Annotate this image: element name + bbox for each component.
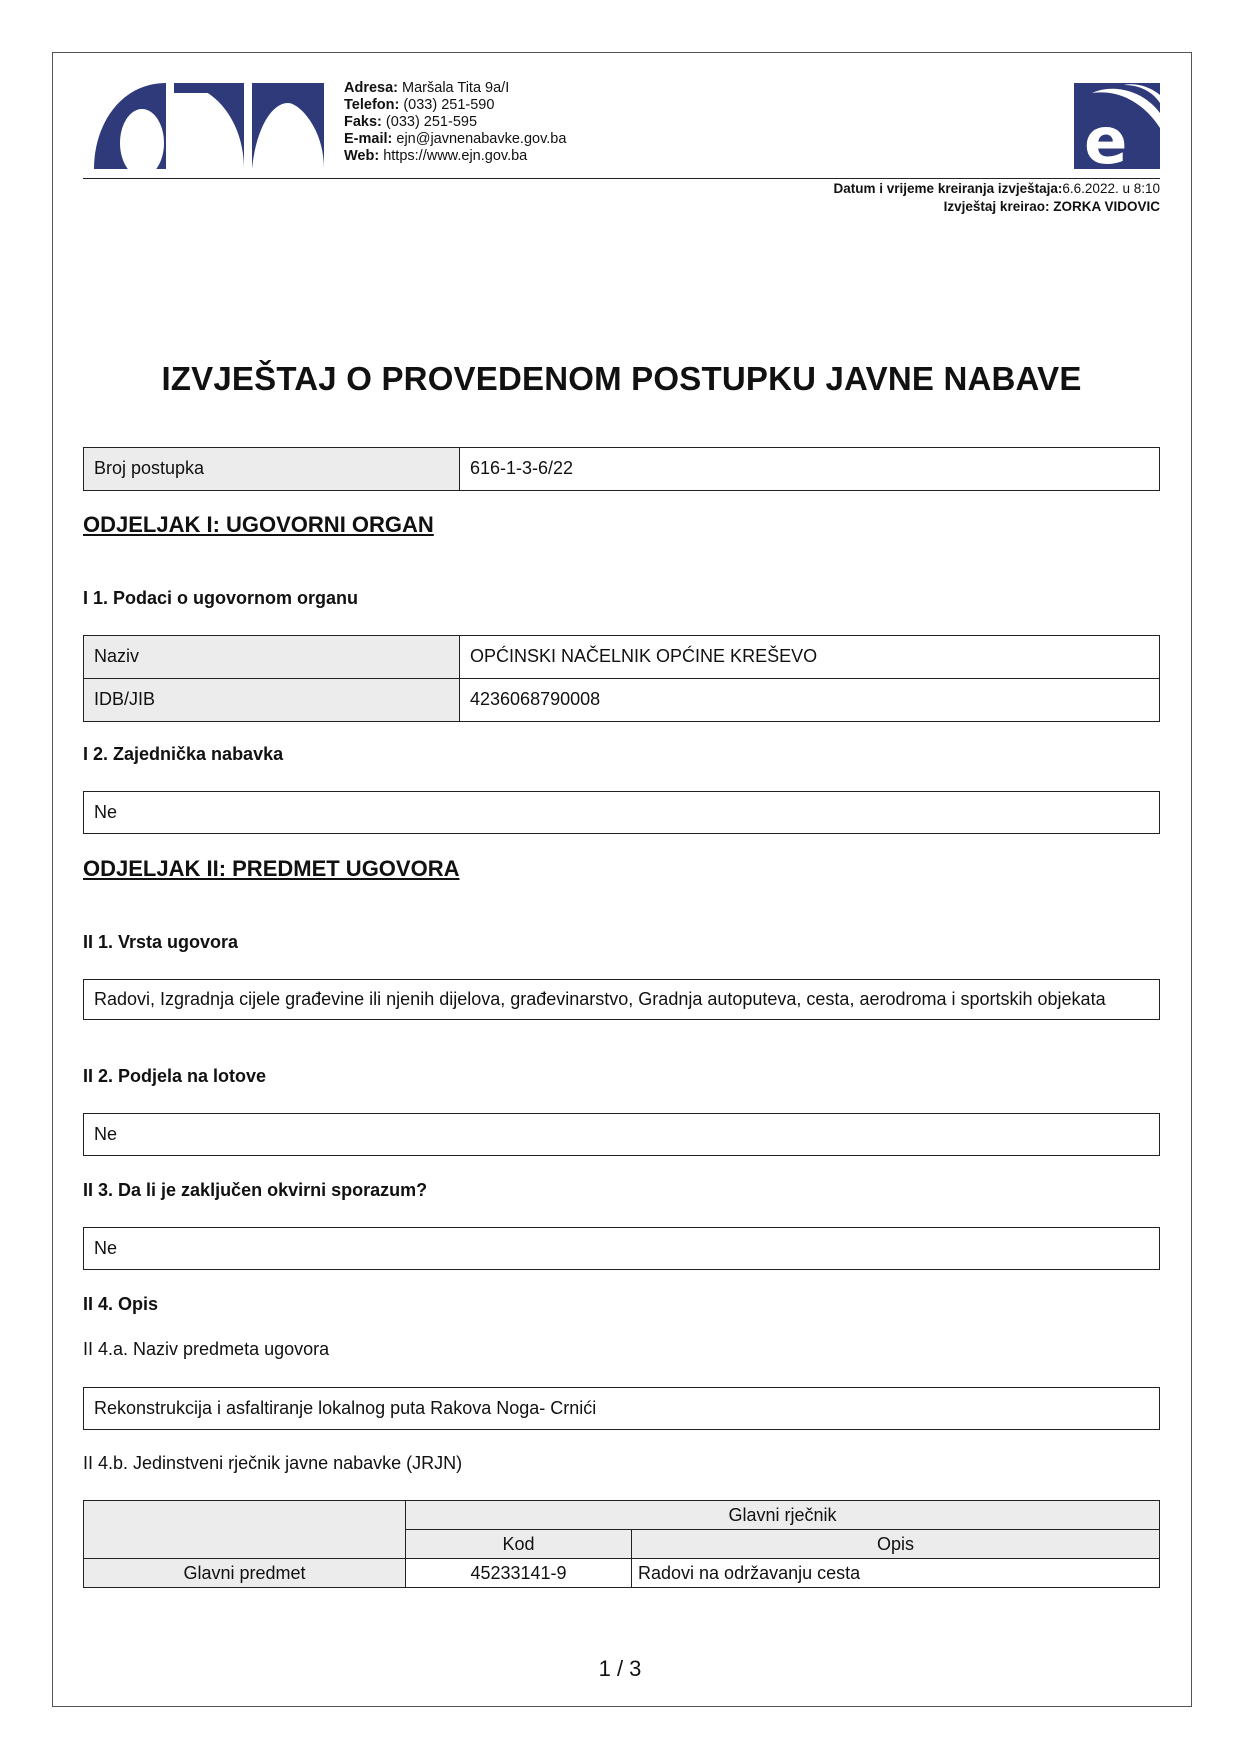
jrjn-empty-header	[84, 1501, 406, 1559]
jrjn-group-header: Glavni rječnik	[406, 1501, 1160, 1530]
ii1-heading: II 1. Vrsta ugovora	[83, 932, 239, 952]
created-by: Izvještaj kreirao: ZORKA VIDOVIC	[943, 199, 1160, 214]
report-title: IZVJEŠTAJ O PROVEDENOM POSTUPKU JAVNE NABAVE	[161, 360, 1082, 397]
framework-agreement-box	[83, 1227, 1160, 1270]
header-divider	[83, 178, 1160, 179]
section-1-heading: ODJELJAK I: UGOVORNI ORGAN	[83, 512, 434, 537]
authority-id-value: 4236068790008	[470, 689, 601, 709]
authority-id-label: IDB/JIB	[84, 679, 460, 721]
framework-agreement-value: Ne	[94, 1238, 118, 1258]
contracting-authority-table	[83, 635, 1160, 722]
created-datetime: Datum i vrijeme kreiranja izvještaja:6.6.2022. u 8:10	[833, 181, 1160, 196]
ii4-heading: II 4. Opis	[83, 1294, 159, 1314]
ejn-logo	[94, 83, 324, 169]
lots-box	[83, 1113, 1160, 1156]
contact-block	[344, 80, 566, 165]
ii3-heading: II 3. Da li je zaključen okvirni sporazum?	[83, 1180, 428, 1200]
authority-name-value: OPĆINSKI NAČELNIK OPĆINE KREŠEVO	[470, 646, 818, 666]
jrjn-row-code: 45233141-9	[406, 1559, 632, 1588]
table-row	[84, 678, 1159, 721]
ii2-heading: II 2. Podjela na lotove	[83, 1066, 267, 1086]
contract-subject-box	[83, 1387, 1160, 1430]
jrjn-row-desc: Radovi na održavanju cesta	[632, 1559, 1160, 1588]
svg-text:e: e	[1084, 105, 1128, 169]
joint-procurement-box	[83, 791, 1160, 834]
i2-heading: I 2. Zajednička nabavka	[83, 744, 284, 764]
section-2-heading: ODJELJAK II: PREDMET UGOVORA	[83, 856, 460, 881]
table-row	[84, 1559, 1160, 1588]
contact-web: Web: https://www.ejn.gov.ba	[344, 148, 528, 164]
procedure-number-label: Broj postupka	[84, 448, 460, 490]
ii4a-label: II 4.a. Naziv predmeta ugovora	[83, 1339, 330, 1359]
i1-heading: I 1. Podaci o ugovornom organu	[83, 588, 359, 608]
ii4b-label: II 4.b. Jedinstveni rječnik javne nabavke (JRJN)	[83, 1453, 463, 1473]
page-number: 1 / 3	[598, 1656, 642, 1681]
e-procurement-logo	[1074, 83, 1160, 169]
jrjn-code-header: Kod	[406, 1530, 632, 1559]
table-row	[84, 1501, 1160, 1530]
contact-address: Adresa: Maršala Tita 9a/I	[344, 80, 510, 96]
jrjn-row-label: Glavni predmet	[84, 1559, 406, 1588]
contract-type-box	[83, 979, 1160, 1020]
jrjn-desc-header: Opis	[632, 1530, 1160, 1559]
contact-email: E-mail: ejn@javnenabavke.gov.ba	[344, 131, 567, 147]
report-meta	[834, 180, 1160, 216]
lots-value: Ne	[94, 1124, 118, 1144]
joint-procurement-value: Ne	[94, 802, 118, 822]
contact-phone: Telefon: (033) 251-590	[344, 97, 495, 113]
authority-name-label: Naziv	[84, 636, 460, 678]
jrjn-table	[83, 1500, 1160, 1588]
contract-type-value: Radovi, Izgradnja cijele građevine ili njenih dijelova, građevinarstvo, Gradnja autoputeva, cesta, aerodroma i sportskih objekata	[94, 989, 1106, 1009]
procedure-number-value: 616-1-3-6/22	[470, 458, 574, 478]
contract-subject-value: Rekonstrukcija i asfaltiranje lokalnog puta Rakova Noga- Crnići	[94, 1398, 597, 1418]
contact-fax: Faks: (033) 251-595	[344, 114, 478, 130]
procedure-number-box	[83, 447, 1160, 491]
table-row	[84, 636, 1159, 678]
